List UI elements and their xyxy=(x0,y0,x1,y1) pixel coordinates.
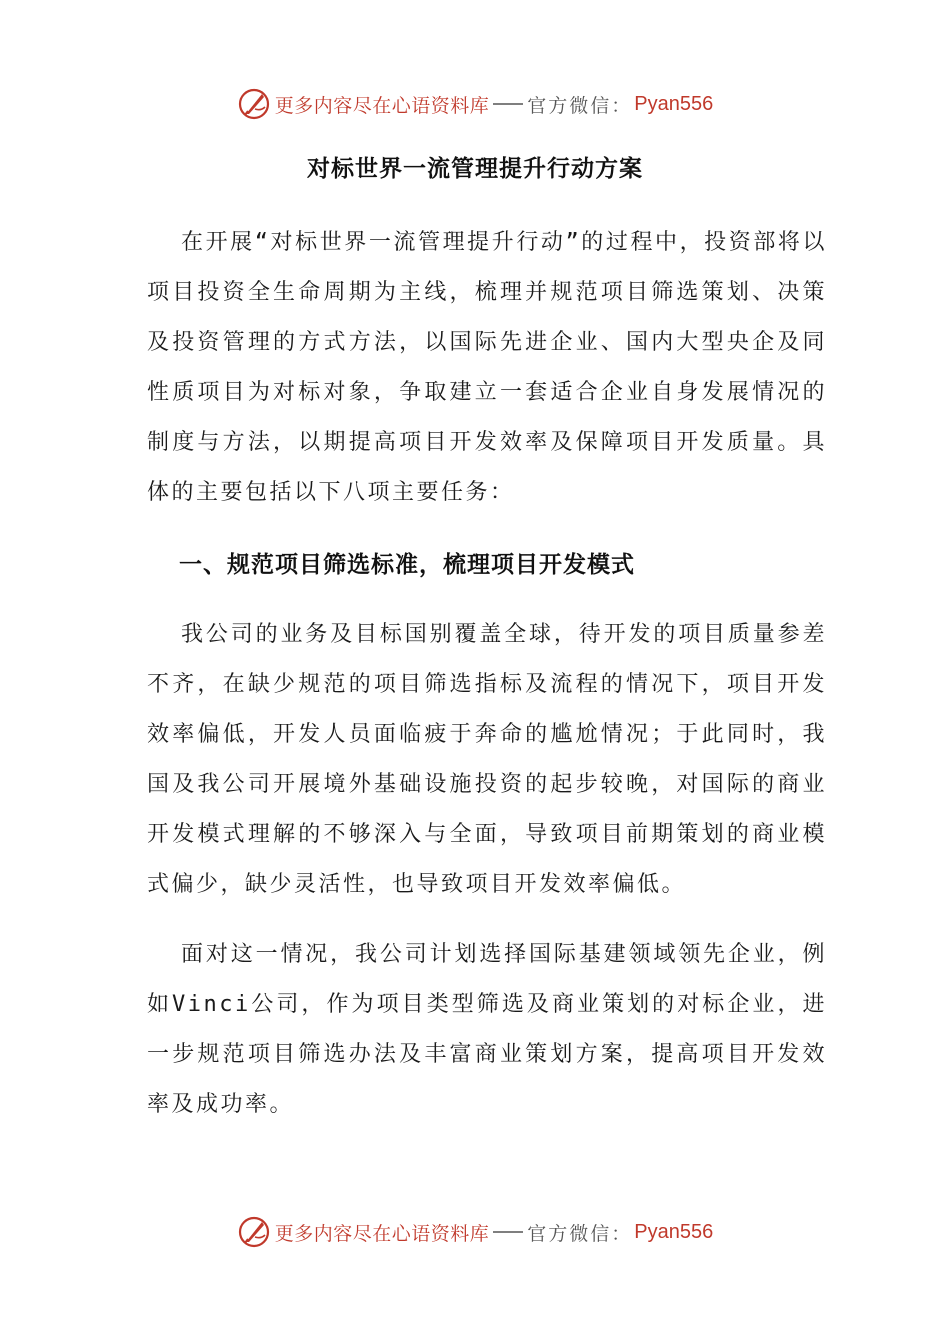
watermark-sub-text: 官方微信： xyxy=(527,1222,633,1245)
quill-logo-icon xyxy=(237,87,271,121)
watermark-banner-bottom xyxy=(0,1212,950,1252)
paragraph-intro: 在开展“对标世界一流管理提升行动”的过程中，投资部将以项目投资全生命周期为主线，梳理并规范项目筛选策划、决策及投资管理的方式方法，以国际先进企业、国内大型央企及同性质项目为对标对象，争取建立一套适合企业自身发展情况的制度与方法，以期提高项目开发效率及保障项目开发质量。具体的主要包括以下八项主要任务： xyxy=(147,230,827,505)
watermark-dash xyxy=(493,103,523,105)
watermark-main-text: 更多内容尽在心语资料库 xyxy=(274,94,490,117)
watermark-dash xyxy=(493,1231,523,1233)
watermark-main-text: 更多内容尽在心语资料库 xyxy=(274,1222,490,1245)
section-heading-1: 一、规范项目筛选标准，梳理项目开发模式 xyxy=(179,552,635,578)
watermark-banner-top xyxy=(0,84,950,124)
paragraph-plan: 面对这一情况，我公司计划选择国际基建领域领先企业，例如Vinci公司，作为项目类型筛选及商业策划的对标企业，进一步规范项目筛选办法及丰富商业策划方案，提高项目开发效率及成功率。 xyxy=(147,942,827,1117)
document-title: 对标世界一流管理提升行动方案 xyxy=(307,156,643,182)
quill-logo-icon xyxy=(237,1215,271,1249)
paragraph-background: 我公司的业务及目标国别覆盖全球，待开发的项目质量参差不齐，在缺少规范的项目筛选指标及流程的情况下，项目开发效率偏低，开发人员面临疲于奔命的尴尬情况；于此同时，我国及我公司开展境外基础设施投资的起步较晚，对国际的商业开发模式理解的不够深入与全面，导致项目前期策划的商业模式偏少，缺少灵活性，也导致项目开发效率偏低。 xyxy=(147,622,827,897)
document-body xyxy=(147,218,827,1130)
watermark-sub-text: 官方微信： xyxy=(527,94,633,117)
watermark-wechat-id: Pyan556 xyxy=(634,92,714,115)
watermark-wechat-id: Pyan556 xyxy=(634,1220,714,1243)
